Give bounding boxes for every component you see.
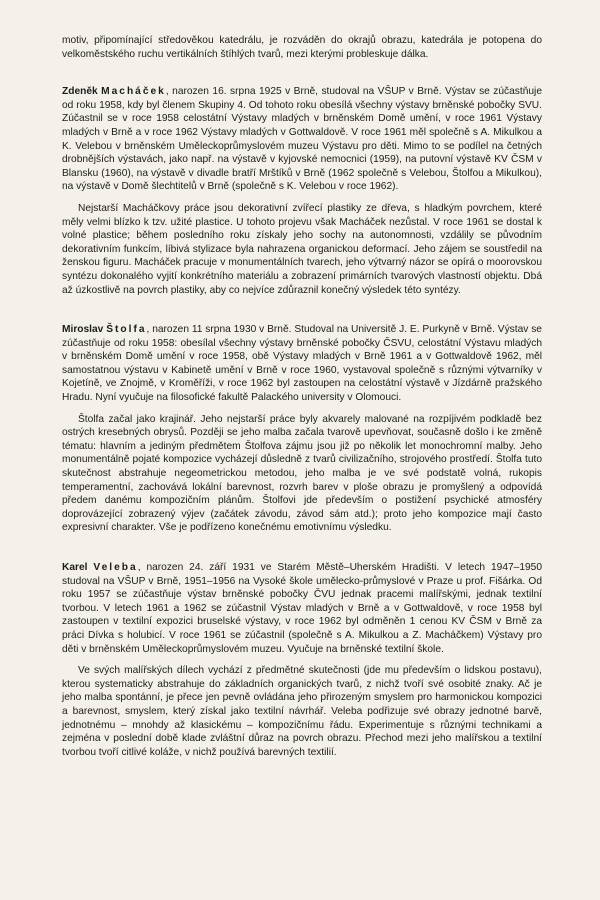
artist-first-name: Karel: [62, 562, 88, 573]
artist-section-veleba: [62, 561, 542, 759]
artist-name: [62, 562, 138, 573]
artist-bio-text: , narozen 24. září 1931 ve Starém Městě–Uherském Hradišti. V letech 1947–1950 studoval na VŠUP v Brně, 1951–1956 na Vysoké škole umělecko-průmyslové v Praze u prof. Fišárka. Od roku 1957 se zúčastňuje výstav brněnské pobočky ČVU jednak pracemi malířskými, jednak textilní tvorbou. V letech 1961 a 1962 se zúčastnil Výstav mladých v Brně a v Gottwaldově, v roce 1958 byl zastoupen v textilní expozici bruselské výstavy, v roce 1962 byl odměněn 1 cenou KV ČSM v Brně za práci Dívka s holubicí. V roce 1961 se zúčastnil (společně s A. Mikulkou a Z. Macháčkem) Výstavy pro děti v brněnském Uměleckoprůmyslovém muzeu. Vyučuje na brněnské textilní škole.: [62, 562, 542, 655]
artist-first-name: Zdeněk: [62, 86, 98, 98]
artist-bio-text: , narozen 11 srpna 1930 v Brně. Studoval na Universitě J. E. Purkyně v Brně. Výstav se zúčastňuje od roku 1958: obesílal všechny výstavy brněnské pobočky ČSVU, celostátní Výstavu mladých v brněnském Domě umění v roce 1958, obě Výstavy mladých v Brně 1961 a v Gottwaldově 1962, měl samostatnou výstavu v Kabinetě umění v Brně v roce 1960, vystavoval společně s různými výtvarníky v Kojetíně, ve Znojmě, v Kroměříži, v roce 1962 byl zastoupen na celostátní výstavě v Jízdárně pražského Hradu. Nyní vyučuje na filosofické fakultě Palackého university v Olomouci.: [62, 324, 542, 404]
artist-section-stolfa: [62, 323, 542, 535]
artist-bio: [62, 561, 542, 656]
intro-paragraph: motiv, připomínající středověkou katedrálu, je rozváděn do okrajů obrazu, katedrála je potopena do velkoměstského ruchu vertikálních štíhlých tvarů, mezi kterými probleskuje dálka.: [62, 35, 542, 60]
artist-section-machacek: [62, 85, 542, 297]
artist-name: [62, 324, 147, 335]
artist-bio: [62, 323, 542, 405]
artist-description: Ve svých malířských dílech vychází z předmětné skutečnosti (jde mu především o lidskou postavu), kterou systematicky abstrahuje do základních organických tvarů, z nichž tvoří své osobité znaky. Ač je jeho malba spontánní, je přece jen pevně ovládána jeho přirozeným smyslem pro harmonickou kompozici a barevnost, smyslem, který získal jako textilní návrhář. Veleba podřizuje své obrazy jednotné barvě, jednotnému – mnohdy až klasickému – kompozičnímu řádu. Experimentuje s různými technikami a zejména v poslední době klade zvláštní důraz na povrch obrazu. Přechod mezi jeho malířskou a textilní tvorbou tvoří citlivé koláže, v nichž používá barevných textilií.: [62, 665, 542, 758]
artist-description: Štolfa začal jako krajinář. Jeho nejstarší práce byly akvarely malované na rozpíjivém podkladě bez ostrých kresebných obrysů. Později se jeho malba začala tvarově upevňovat, současně došlo i ke změně tématu: hlavním a jediným předmětem Štolfova zájmu jsou již po několik let monochromní malby. Jeho monumentálně pojaté kompozice vycházejí důsledně z tvarů civilizačního, strojového prostředí. Štolfa tuto skutečnost abstrahuje negeometrickou metodou, jeho malba je ve své podstatě volná, rukopis temperamentní, zachovává lokální barevnost, rozvrh barev v ploše obrazu je promyšlený a odpovídá předem danému kompozičním plánům. Štolfovi jde především o postižení psychické atmosféry doprovázející zobrazený výjev (začátek závodu, závod sám atd.); proto jeho kompozice mají často expresivní charakter. Vše je podřízeno konečnému emotivnímu výsledku.: [62, 413, 542, 534]
artist-bio-text: , narozen 16. srpna 1925 v Brně, studoval na VŠUP v Brně. Výstav se zúčastňuje od roku 1958, kdy byl členem Skupiny 4. Od tohoto roku obesílá všechny výstavy brněnské pobočky SVU. Zúčastnil se v roce 1958 celostátní Výstavy mladých v brněnském Domě umění, v roce 1961 Výstavy mladých v Brně a v roce 1962 Výstavy mladých v Gottwaldově. V roce 1961 měl společně s A. Mikulkou a K. Velebou v brněnském Uměleckoprůmyslovém muzeu Výstavu pro děti. Mimo to se podílel na četných drobnějších výstavách, jako např. na výstavě v kyjovské nemocnici (1959), na putovní výstavě KV ČSM v Blansku (1960), na výstavě v divadle bratří Mrštíků v Brně (1962 společně s Velebou, Štolfou a Mikulkou), na výstavě v Domě šlechtitelů v Brně (společně s K. Velebou v roce 1962).: [62, 86, 542, 193]
artist-surname: Štolfa: [106, 324, 147, 336]
artist-name: [62, 86, 166, 97]
artist-description: Nejstarší Macháčkovy práce jsou dekorativní zvířecí plastiky ze dřeva, s hladkým povrchem, které měly velmi blízko k tzv. užité plastice. U tohoto projevu však Macháček nezůstal. V roce 1961 se dostal k volné plastice; během posledního roku získaly jeho sochy na autonomnosti, vzdálily se původním dekorativním funkcím, líbivá stylizace byla nahrazena organickou deformací. Jeho zájem se soustředil na ženskou figuru. Macháček pracuje v monumentálních tvarech, jeho výtvarný názor se opírá o moorovskou syntézu dokonalého vyjití konkrétního materiálu a zobrazení primárních tvarových vlastností objektu. Dbá až úzkostlivě na povrch plastiky, aby co nejvíce zdůraznil konečný výsledek této syntézy.: [62, 202, 542, 296]
artist-surname: Macháček: [101, 86, 166, 98]
artist-surname: Veleba: [93, 562, 138, 573]
artist-first-name: Miroslav: [62, 324, 104, 336]
artist-bio: [62, 85, 542, 194]
